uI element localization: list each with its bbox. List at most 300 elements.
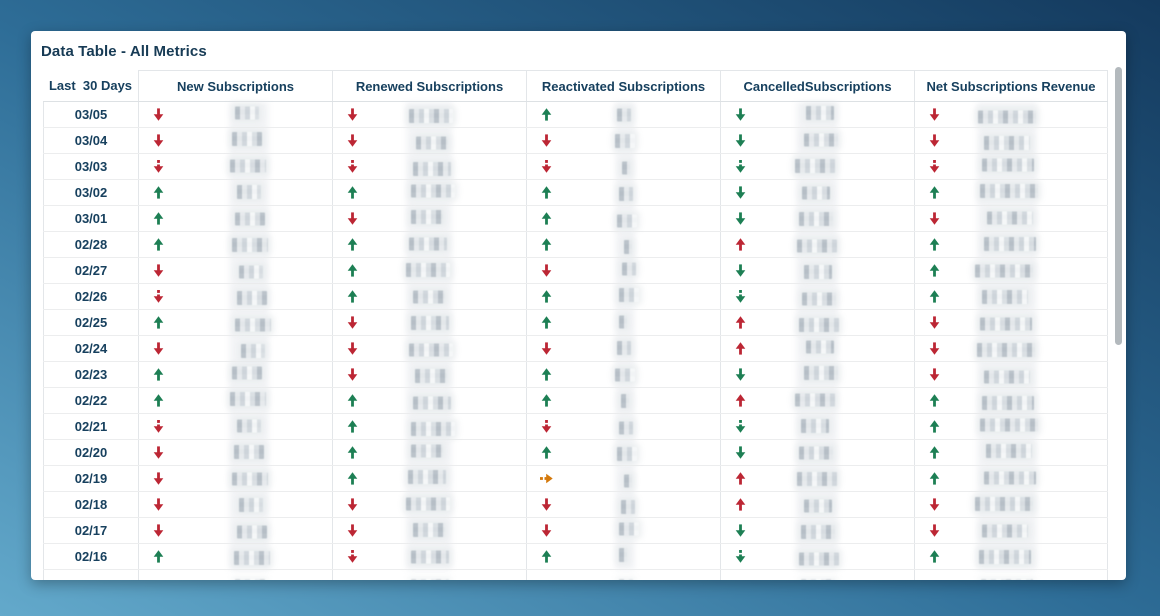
redacted-value — [801, 525, 835, 539]
trend-down-icon — [735, 446, 746, 459]
redacted-value — [801, 419, 829, 433]
date-cell — [43, 570, 138, 580]
redacted-value — [799, 212, 833, 226]
table-row — [43, 180, 1108, 206]
metric-cell — [526, 180, 720, 205]
trend-up-icon — [735, 316, 746, 329]
metric-cell — [914, 518, 1108, 543]
redacted-value — [230, 159, 266, 172]
column-header-reactivated-subscriptions: Reactivated Subscriptions — [526, 70, 720, 101]
redacted-value — [235, 318, 271, 331]
trend-down-icon — [541, 264, 552, 277]
trend-up-icon — [541, 186, 552, 199]
metric-cell — [720, 440, 914, 465]
trend-up-icon — [735, 238, 746, 251]
trend-down-icon — [735, 108, 746, 121]
trend-up-icon — [929, 186, 940, 199]
redacted-value — [415, 369, 447, 383]
trend-down-dashed-icon — [153, 290, 164, 303]
column-header-date: Last 30 Days — [48, 78, 133, 93]
trend-up-icon — [541, 212, 552, 225]
trend-up-icon — [541, 316, 552, 329]
redacted-value — [804, 133, 838, 146]
metric-cell — [914, 336, 1108, 361]
redacted-value — [982, 396, 1034, 410]
metric-cell — [332, 232, 526, 257]
redacted-value — [799, 446, 833, 459]
date-cell: 03/02 — [43, 180, 138, 205]
trend-down-icon — [153, 342, 164, 355]
date-cell: 02/19 — [43, 466, 138, 491]
column-header-net-subscriptions-revenue: Net Subscriptions Revenue — [914, 70, 1108, 101]
trend-down-icon — [153, 134, 164, 147]
redacted-value — [799, 318, 839, 332]
trend-up-icon — [153, 368, 164, 381]
redacted-value — [237, 525, 267, 538]
redacted-value — [411, 316, 449, 330]
trend-down-dashed-icon — [153, 420, 164, 433]
redacted-value — [619, 288, 639, 302]
redacted-value — [624, 474, 632, 487]
redacted-value — [984, 370, 1030, 383]
redacted-value — [984, 471, 1036, 484]
trend-down-dashed-icon — [153, 160, 164, 173]
trend-down-icon — [347, 368, 358, 381]
redacted-value — [806, 340, 834, 353]
metric-cell — [914, 388, 1108, 413]
metric-cell — [332, 258, 526, 283]
metric-cell — [526, 336, 720, 361]
table-row — [43, 232, 1108, 258]
table-row — [43, 362, 1108, 388]
table-row — [43, 258, 1108, 284]
metric-cell — [332, 128, 526, 153]
metric-cell — [720, 466, 914, 491]
metric-cell — [526, 362, 720, 387]
trend-up-icon — [153, 238, 164, 251]
redacted-value — [797, 239, 837, 252]
trend-down-icon — [347, 524, 358, 537]
redacted-value — [795, 393, 835, 406]
table-row — [43, 284, 1108, 310]
vertical-scrollbar-thumb[interactable] — [1115, 67, 1122, 345]
trend-down-icon — [347, 108, 358, 121]
redacted-value — [239, 265, 263, 278]
redacted-value — [409, 237, 447, 250]
redacted-value — [617, 108, 631, 121]
redacted-value — [802, 186, 830, 199]
redacted-value — [619, 522, 639, 535]
trend-down-icon — [347, 316, 358, 329]
redacted-value — [984, 237, 1036, 251]
trend-up-icon — [153, 316, 164, 329]
redacted-value — [237, 291, 267, 305]
table-row — [43, 492, 1108, 518]
trend-down-icon — [347, 498, 358, 511]
redacted-value — [234, 445, 264, 459]
metric-cell — [720, 180, 914, 205]
trend-up-icon — [929, 446, 940, 459]
redacted-value — [230, 392, 266, 406]
redacted-value — [804, 366, 838, 380]
trend-up-icon — [735, 342, 746, 355]
trend-up-icon — [347, 290, 358, 303]
metric-cell — [720, 258, 914, 283]
table-row — [43, 336, 1108, 362]
metric-cell — [914, 284, 1108, 309]
metric-cell — [526, 466, 720, 491]
metric-cell — [332, 102, 526, 127]
metric-cell — [720, 284, 914, 309]
trend-down-dashed-icon — [541, 160, 552, 173]
metric-cell — [720, 570, 914, 580]
trend-up-icon — [541, 290, 552, 303]
redacted-value — [413, 290, 445, 303]
redacted-value — [806, 106, 834, 120]
date-cell: 02/16 — [43, 544, 138, 569]
metric-cell — [720, 102, 914, 127]
metrics-table-card — [31, 31, 1126, 580]
redacted-value — [802, 292, 836, 305]
trend-up-icon — [735, 472, 746, 485]
trend-down-icon — [153, 524, 164, 537]
metric-cell — [720, 362, 914, 387]
metric-cell — [332, 492, 526, 517]
table-row — [43, 154, 1108, 180]
redacted-value — [617, 447, 637, 461]
redacted-value — [621, 500, 635, 514]
metric-cell — [914, 414, 1108, 439]
trend-down-icon — [929, 368, 940, 381]
date-cell: 03/01 — [43, 206, 138, 231]
redacted-value — [804, 265, 832, 279]
date-cell: 02/22 — [43, 388, 138, 413]
redacted-value — [980, 184, 1038, 198]
table-row — [43, 388, 1108, 414]
redacted-value — [624, 240, 632, 254]
metric-cell — [720, 336, 914, 361]
redacted-value — [980, 418, 1038, 431]
redacted-value — [406, 497, 450, 510]
date-cell: 03/05 — [43, 102, 138, 127]
metric-cell — [914, 154, 1108, 179]
trend-up-icon — [929, 472, 940, 485]
trend-down-dashed-icon — [347, 160, 358, 173]
trend-down-dashed-icon — [929, 160, 940, 173]
table-row — [43, 310, 1108, 336]
metric-cell — [332, 284, 526, 309]
metric-cell — [720, 544, 914, 569]
trend-up-icon — [347, 186, 358, 199]
trend-down-icon — [929, 524, 940, 537]
table-row — [43, 414, 1108, 440]
trend-down-icon — [541, 342, 552, 355]
metric-cell — [526, 414, 720, 439]
redacted-value — [619, 187, 633, 201]
metric-cell — [138, 466, 332, 491]
trend-down-icon — [929, 134, 940, 147]
table-row — [43, 440, 1108, 466]
trend-down-icon — [735, 134, 746, 147]
redacted-value — [982, 158, 1034, 171]
redacted-value — [232, 472, 268, 485]
date-cell: 03/03 — [43, 154, 138, 179]
metric-cell — [138, 388, 332, 413]
trend-up-icon — [541, 238, 552, 251]
metric-cell — [914, 180, 1108, 205]
metric-cell — [332, 206, 526, 231]
redacted-value — [237, 419, 261, 432]
redacted-value — [413, 523, 445, 537]
trend-up-icon — [153, 186, 164, 199]
redacted-value — [411, 422, 455, 436]
metric-cell — [720, 310, 914, 335]
metric-cell — [138, 336, 332, 361]
redacted-value — [617, 214, 637, 227]
metric-cell — [526, 544, 720, 569]
metric-cell — [914, 258, 1108, 283]
data-table — [43, 70, 1108, 580]
redacted-value — [411, 444, 443, 457]
table-title: Data Table - All Metrics — [41, 43, 207, 60]
metric-cell — [720, 492, 914, 517]
metric-cell — [332, 388, 526, 413]
redacted-value — [235, 212, 265, 225]
date-cell: 02/28 — [43, 232, 138, 257]
table-row — [43, 466, 1108, 492]
trend-down-icon — [153, 264, 164, 277]
metric-cell — [526, 518, 720, 543]
redacted-value — [980, 317, 1032, 330]
metric-cell — [526, 570, 720, 580]
redacted-value — [617, 341, 631, 355]
column-header-new-subscriptions: New Subscriptions — [138, 70, 332, 101]
redacted-value — [232, 238, 268, 252]
redacted-value — [411, 210, 443, 224]
trend-down-icon — [929, 498, 940, 511]
trend-right-dashed-icon — [540, 473, 553, 484]
table-row — [43, 544, 1108, 570]
metric-cell — [526, 284, 720, 309]
trend-down-icon — [153, 498, 164, 511]
metric-cell — [526, 128, 720, 153]
metric-cell — [332, 440, 526, 465]
table-row — [43, 206, 1108, 232]
metric-cell — [332, 570, 526, 580]
redacted-value — [411, 550, 449, 563]
metric-cell — [720, 128, 914, 153]
metric-cell — [526, 440, 720, 465]
table-header-row — [43, 70, 1108, 102]
trend-up-icon — [153, 212, 164, 225]
trend-up-icon — [735, 498, 746, 511]
metric-cell — [914, 102, 1108, 127]
date-cell: 02/26 — [43, 284, 138, 309]
redacted-value — [982, 524, 1028, 537]
trend-up-icon — [153, 394, 164, 407]
table-row — [43, 102, 1108, 128]
redacted-value — [619, 315, 627, 328]
metric-cell — [720, 206, 914, 231]
table-row — [43, 518, 1108, 544]
redacted-value — [413, 162, 451, 176]
redacted-value — [237, 185, 261, 199]
redacted-value — [981, 579, 1033, 580]
metric-cell — [332, 414, 526, 439]
date-cell: 03/04 — [43, 128, 138, 153]
metric-cell — [138, 544, 332, 569]
trend-down-icon — [735, 186, 746, 199]
trend-up-icon — [735, 394, 746, 407]
trend-up-icon — [541, 108, 552, 121]
metric-cell — [526, 102, 720, 127]
redacted-value — [615, 134, 635, 148]
redacted-value — [232, 366, 262, 379]
column-header-renewed-subscriptions: Renewed Subscriptions — [332, 70, 526, 101]
metric-cell — [914, 232, 1108, 257]
redacted-value — [235, 106, 259, 119]
trend-down-icon — [153, 472, 164, 485]
trend-up-icon — [929, 420, 940, 433]
metric-cell — [526, 258, 720, 283]
metric-cell — [332, 180, 526, 205]
trend-down-dashed-icon — [735, 420, 746, 433]
trend-up-icon — [929, 264, 940, 277]
metric-cell — [138, 206, 332, 231]
trend-down-icon — [541, 498, 552, 511]
redacted-value — [239, 498, 263, 512]
metric-cell — [138, 180, 332, 205]
trend-down-icon — [735, 264, 746, 277]
redacted-value — [979, 550, 1031, 564]
trend-up-icon — [347, 264, 358, 277]
trend-up-icon — [541, 394, 552, 407]
trend-up-icon — [347, 238, 358, 251]
trend-up-icon — [541, 368, 552, 381]
date-cell: 02/24 — [43, 336, 138, 361]
metric-cell — [914, 440, 1108, 465]
metric-cell — [138, 570, 332, 580]
redacted-value — [621, 394, 629, 408]
redacted-value — [795, 159, 835, 173]
metric-cell — [332, 544, 526, 569]
redacted-value — [235, 579, 265, 580]
metric-cell — [526, 388, 720, 413]
column-header-cancelled-subscriptions: CancelledSubscriptions — [720, 70, 914, 101]
metric-cell — [138, 154, 332, 179]
metric-cell — [526, 492, 720, 517]
redacted-value — [619, 548, 627, 562]
metric-cell — [914, 492, 1108, 517]
redacted-value — [975, 497, 1033, 511]
metric-cell — [138, 258, 332, 283]
metric-cell — [720, 518, 914, 543]
redacted-value — [978, 110, 1036, 123]
redacted-value — [622, 262, 636, 275]
trend-down-icon — [347, 342, 358, 355]
metric-cell — [332, 310, 526, 335]
redacted-value — [232, 132, 262, 146]
metric-cell — [914, 310, 1108, 335]
metric-cell — [138, 128, 332, 153]
trend-down-icon — [735, 368, 746, 381]
metric-cell — [526, 310, 720, 335]
metric-cell — [332, 362, 526, 387]
redacted-value — [977, 343, 1035, 357]
metric-cell — [138, 518, 332, 543]
metric-cell — [720, 388, 914, 413]
redacted-value — [241, 344, 265, 358]
trend-down-icon — [541, 524, 552, 537]
metric-cell — [914, 466, 1108, 491]
redacted-value — [619, 421, 633, 434]
date-cell: 02/23 — [43, 362, 138, 387]
metric-cell — [138, 440, 332, 465]
redacted-value — [622, 161, 630, 174]
metric-cell — [526, 232, 720, 257]
date-cell: 02/25 — [43, 310, 138, 335]
redacted-value — [987, 211, 1033, 224]
trend-down-icon — [929, 212, 940, 225]
trend-up-icon — [541, 550, 552, 563]
redacted-value — [984, 136, 1030, 150]
metric-cell — [332, 336, 526, 361]
trend-down-icon — [347, 212, 358, 225]
trend-down-dashed-icon — [347, 550, 358, 563]
metric-cell — [138, 102, 332, 127]
metric-cell — [138, 310, 332, 335]
trend-down-icon — [347, 134, 358, 147]
metric-cell — [720, 232, 914, 257]
date-cell: 02/17 — [43, 518, 138, 543]
metric-cell — [138, 414, 332, 439]
partial-next-row — [43, 570, 1108, 580]
metric-cell — [332, 466, 526, 491]
trend-up-icon — [347, 472, 358, 485]
metric-cell — [332, 154, 526, 179]
table-row — [43, 128, 1108, 154]
metric-cell — [720, 414, 914, 439]
trend-up-icon — [929, 394, 940, 407]
trend-down-icon — [153, 108, 164, 121]
redacted-value — [409, 109, 453, 123]
trend-up-icon — [347, 446, 358, 459]
redacted-value — [799, 552, 839, 565]
trend-down-icon — [541, 134, 552, 147]
date-cell: 02/20 — [43, 440, 138, 465]
trend-down-icon — [153, 446, 164, 459]
trend-up-icon — [929, 238, 940, 251]
redacted-value — [801, 579, 835, 580]
redacted-value — [409, 343, 453, 356]
trend-down-icon — [735, 524, 746, 537]
metric-cell — [138, 232, 332, 257]
trend-up-icon — [929, 550, 940, 563]
metric-cell — [526, 206, 720, 231]
redacted-value — [408, 470, 446, 484]
redacted-value — [986, 444, 1032, 458]
trend-down-dashed-icon — [541, 420, 552, 433]
trend-up-icon — [541, 446, 552, 459]
redacted-value — [804, 499, 832, 512]
date-cell: 02/18 — [43, 492, 138, 517]
redacted-value — [413, 396, 451, 409]
date-cell: 02/27 — [43, 258, 138, 283]
redacted-value — [406, 263, 450, 277]
trend-down-dashed-icon — [735, 550, 746, 563]
redacted-value — [411, 579, 449, 580]
metric-cell — [138, 492, 332, 517]
